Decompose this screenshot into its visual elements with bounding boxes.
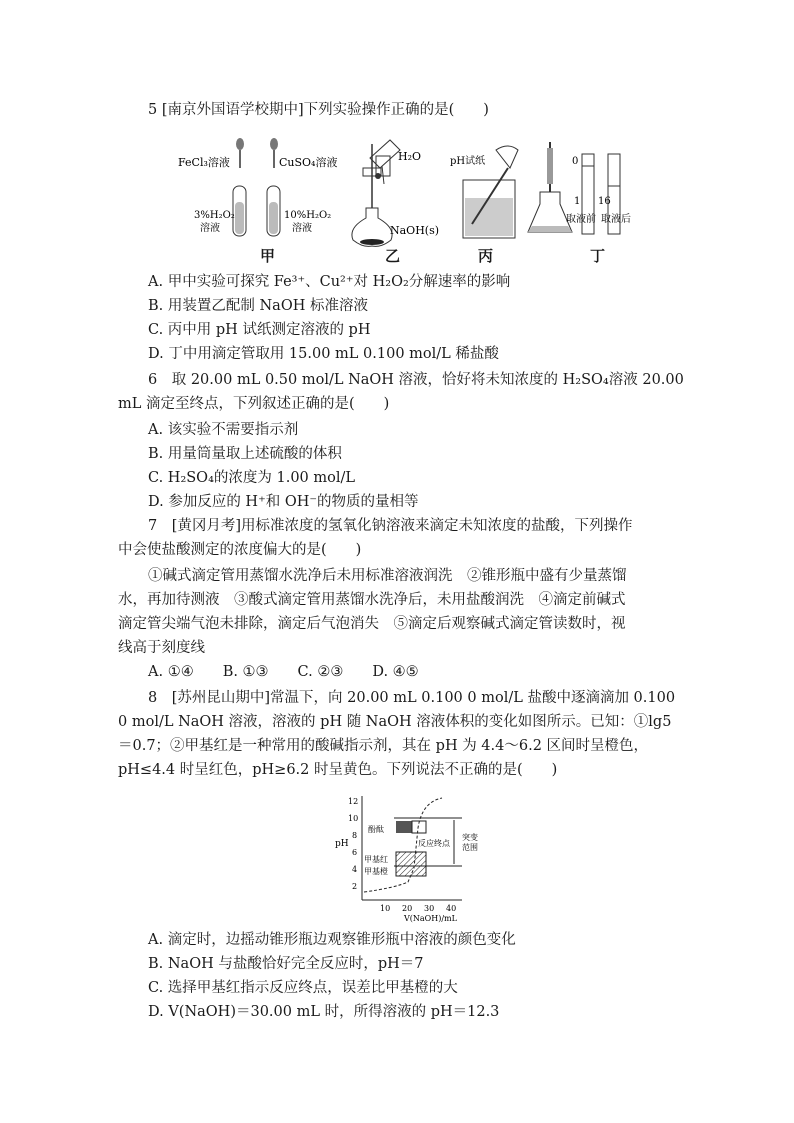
- svg-text:pH试纸: pH试纸: [450, 156, 486, 167]
- q5-stem: 5 [南京外国语学校期中]下列实验操作正确的是( ): [148, 102, 489, 118]
- fig-jia: [178, 138, 337, 236]
- chart-methyl-orange: 甲基橙: [364, 867, 388, 876]
- svg-text:范围: 范围: [462, 843, 478, 852]
- svg-text:取液后: 取液后: [601, 214, 631, 225]
- q6-option-b: B. 用量筒量取上述硫酸的体积: [148, 446, 342, 462]
- svg-text:2: 2: [352, 882, 358, 891]
- svg-text:1: 1: [574, 196, 581, 207]
- q7-options: A. ①④ B. ①③ C. ②③ D. ④⑤: [148, 664, 419, 680]
- chart-phenol: 酚酞: [368, 825, 384, 834]
- svg-text:10: 10: [348, 814, 359, 823]
- chart-methyl-red: 甲基红: [364, 855, 388, 864]
- q8-option-a: A. 滴定时，边摇动锥形瓶边观察锥形瓶中溶液的颜色变化: [148, 932, 516, 948]
- q8-stem-4: pH≤4.4 时呈红色，pH≥6.2 时呈黄色。下列说法不正确的是( ): [118, 762, 558, 778]
- fig-yi: [352, 140, 439, 246]
- svg-text:6: 6: [352, 848, 358, 857]
- q8-option-b: B. NaOH 与盐酸恰好完全反应时，pH＝7: [148, 956, 424, 972]
- svg-text:CuSO₄溶液: CuSO₄溶液: [279, 156, 338, 169]
- svg-text:NaOH(s): NaOH(s): [390, 224, 440, 237]
- chart-xlabel: V(NaOH)/mL: [404, 914, 457, 923]
- svg-text:溶液: 溶液: [292, 223, 312, 234]
- caption-ding: 丁: [590, 247, 606, 265]
- fig-bing: [450, 146, 518, 238]
- chart-endpoint: 反应终点: [418, 839, 450, 848]
- svg-text:20: 20: [402, 904, 413, 913]
- q7-stem-1: 7 [黄冈月考]用标准浓度的氢氧化钠溶液来滴定未知浓度的盐酸，下列操作: [148, 518, 633, 534]
- q6-stem-1: 6 取 20.00 mL 0.50 mol/L NaOH 溶液，恰好将未知浓度的 H₂SO₄溶液 20.00: [148, 372, 684, 388]
- q7-items-1: ①碱式滴定管用蒸馏水洗净后未用标准溶液润洗 ②锥形瓶中盛有少量蒸馏: [148, 568, 627, 584]
- q8-stem-1: 8 [苏州昆山期中]常温下，向 20.00 mL 0.100 0 mol/L 盐酸中逐滴滴加 0.100: [148, 690, 676, 706]
- q6-option-c: C. H₂SO₄的浓度为 1.00 mol/L: [148, 470, 356, 486]
- svg-text:突变: 突变: [462, 833, 478, 842]
- q6-option-d: D. 参加反应的 H⁺和 OH⁻的物质的量相等: [148, 494, 419, 510]
- svg-text:0: 0: [572, 156, 579, 167]
- svg-text:FeCl₃溶液: FeCl₃溶液: [178, 156, 230, 169]
- q8-stem-3: ＝0.7；②甲基红是一种常用的酸碱指示剂，其在 pH 为 4.4～6.2 区间时呈橙色，: [118, 738, 649, 754]
- svg-text:10%H₂O₂: 10%H₂O₂: [284, 210, 332, 221]
- q5-figure: [178, 128, 648, 268]
- q7-items-4: 线高于刻度线: [118, 640, 205, 656]
- q6-stem-2: mL 滴定至终点，下列叙述正确的是( ): [118, 396, 390, 412]
- svg-text:3%H₂O₂: 3%H₂O₂: [194, 210, 235, 221]
- svg-text:16: 16: [598, 196, 611, 207]
- q8-stem-2: 0 mol/L NaOH 溶液，溶液的 pH 随 NaOH 溶液体积的变化如图所示。已知：①lg5: [118, 714, 672, 730]
- fig-ding: [528, 142, 631, 234]
- caption-jia: 甲: [260, 247, 276, 265]
- svg-text:40: 40: [446, 904, 457, 913]
- svg-text:30: 30: [424, 904, 435, 913]
- svg-text:12: 12: [348, 797, 359, 806]
- svg-text:取液前: 取液前: [566, 214, 596, 225]
- q8-option-d: D. V(NaOH)＝30.00 mL 时，所得溶液的 pH＝12.3: [148, 1004, 500, 1020]
- chart-ylabel: pH: [335, 839, 349, 849]
- q5-option-b: B. 用装置乙配制 NaOH 标准溶液: [148, 298, 368, 314]
- q7-items-3: 滴定管尖端气泡未排除，滴定后气泡消失 ⑤滴定后观察碱式滴定管读数时，视: [118, 616, 626, 632]
- q7-stem-2: 中会使盐酸测定的浓度偏大的是( ): [118, 542, 362, 558]
- q8-option-c: C. 选择甲基红指示反应终点，误差比甲基橙的大: [148, 980, 458, 996]
- q7-items-2: 水，再加待测液 ③酸式滴定管用蒸馏水洗净后，未用盐酸润洗 ④滴定前碱式: [118, 592, 626, 608]
- caption-bing: 丙: [478, 247, 494, 265]
- svg-text:溶液: 溶液: [200, 223, 220, 234]
- q5-option-c: C. 丙中用 pH 试纸测定溶液的 pH: [148, 322, 371, 338]
- q5-option-d: D. 丁中用滴定管取用 15.00 mL 0.100 mol/L 稀盐酸: [148, 346, 499, 362]
- svg-text:10: 10: [380, 904, 391, 913]
- svg-text:8: 8: [352, 831, 358, 840]
- caption-yi: 乙: [385, 247, 401, 265]
- svg-text:H₂O: H₂O: [398, 150, 422, 163]
- q8-titration-chart: [334, 788, 494, 928]
- svg-text:4: 4: [352, 865, 358, 874]
- q6-option-a: A. 该实验不需要指示剂: [148, 422, 299, 438]
- q5-option-a: A. 甲中实验可探究 Fe³⁺、Cu²⁺对 H₂O₂分解速率的影响: [148, 274, 511, 290]
